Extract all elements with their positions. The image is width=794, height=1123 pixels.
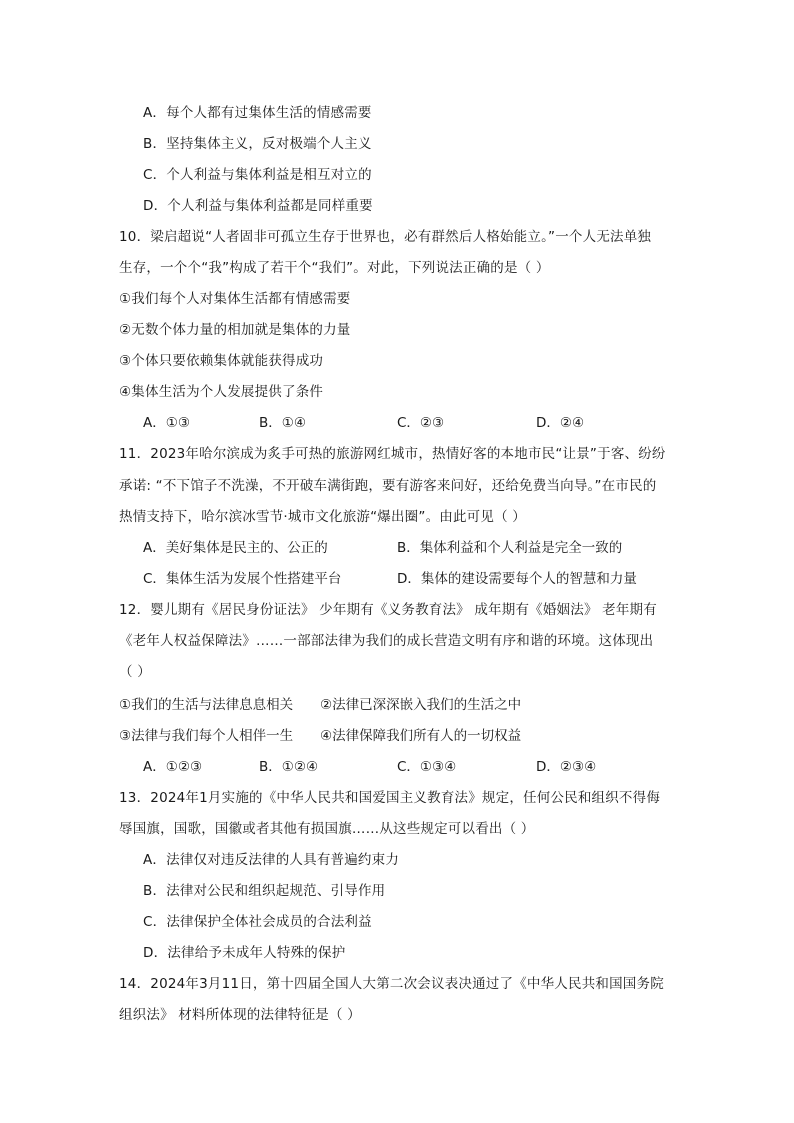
q12-statement-4: ④法律保障我们所有人的一切权益: [320, 728, 522, 744]
q12-option-b: B．①②④: [259, 759, 319, 775]
q10-option-c: C．②③: [397, 415, 445, 431]
q12-option-c: C．①③④: [397, 759, 457, 775]
q9-option-c: C．个人利益与集体利益是相互对立的: [143, 167, 372, 183]
q10-option-d: D．②④: [536, 415, 585, 431]
q11-stem-line-1: 11．2023年哈尔滨成为炙手可热的旅游网红城市，热情好客的本地市民“让景”于客、纷纷: [119, 446, 666, 462]
q11-option-d: D．集体的建设需要每个人的智慧和力量: [397, 571, 637, 587]
q11-options-row-1: [0, 538, 794, 558]
q12-stem-line-1: 12．婴儿期有《居民身份证法》 少年期有《义务教育法》 成年期有《婚姻法》 老年期有: [119, 602, 657, 618]
q10-option-a: A．①③: [143, 415, 190, 431]
q11-stem-line-2: 承诺: “不下馆子不洗澡，不开破车满街跑，要有游客来问好，还给免费当向导。”在市民的: [119, 478, 657, 494]
q10-statement-2: ②无数个体力量的相加就是集体的力量: [119, 322, 351, 338]
q12-stem-line-3: （ ）: [119, 664, 151, 680]
q13-stem-line-2: 辱国旗，国歌，国徽或者其他有损国旗……从这些规定可以看出（ ）: [119, 821, 535, 837]
q12-statements-row-2: [0, 726, 794, 746]
q13-option-d: D．法律给予未成年人特殊的保护: [143, 945, 346, 961]
q10-stem-line-2: 生存，一个个“我”构成了若干个“我们”。对此，下列说法正确的是（ ）: [119, 260, 550, 276]
q10-options-row: [0, 413, 794, 433]
q12-statement-3: ③法律与我们每个人相伴一生: [119, 728, 294, 744]
q12-statement-1: ①我们的生活与法律息息相关: [119, 697, 294, 713]
q10-option-b: B．①④: [259, 415, 306, 431]
q12-statements-row-1: [0, 695, 794, 715]
q12-option-a: A．①②③: [143, 759, 203, 775]
q9-option-b: B．坚持集体主义，反对极端个人主义: [143, 136, 372, 152]
q11-option-b: B．集体利益和个人利益是完全一致的: [397, 540, 623, 556]
q12-stem-line-2: 《老年人权益保障法》……一部部法律为我们的成长营造文明有序和谐的环境。这体现出: [119, 633, 654, 649]
q12-options-row: [0, 757, 794, 777]
q11-option-a: A．美好集体是民主的、公正的: [143, 540, 328, 556]
q11-options-row-2: [0, 569, 794, 589]
q13-stem-line-1: 13．2024年1月实施的《中华人民共和国爱国主义教育法》规定，任何公民和组织不得侮: [119, 790, 661, 806]
q10-statement-4: ④集体生活为个人发展提供了条件: [119, 384, 324, 400]
q12-option-d: D．②③④: [536, 759, 597, 775]
q14-stem-line-1: 14．2024年3月11日，第十四届全国人大第二次会议表决通过了《中华人民共和国国务院: [119, 976, 664, 992]
q13-option-c: C．法律保护全体社会成员的合法利益: [143, 914, 372, 930]
q10-statement-3: ③个体只要依赖集体就能获得成功: [119, 353, 324, 369]
q9-option-a: A．每个人都有过集体生活的情感需要: [143, 105, 372, 121]
q9-option-d: D．个人利益与集体利益都是同样重要: [143, 198, 373, 214]
q14-stem-line-2: 组织法》 材料所体现的法律特征是（ ）: [119, 1007, 361, 1023]
q12-statement-2: ②法律已深深嵌入我们的生活之中: [320, 697, 522, 713]
q11-option-c: C．集体生活为发展个性搭建平台: [143, 571, 342, 587]
q13-option-b: B．法律对公民和组织起规范、引导作用: [143, 883, 386, 899]
q11-stem-line-3: 热情支持下，哈尔滨冰雪节·城市文化旅游“爆出圈”。由此可见（ ）: [119, 509, 526, 525]
q13-option-a: A．法律仅对违反法律的人具有普遍约束力: [143, 852, 400, 868]
q10-statement-1: ①我们每个人对集体生活都有情感需要: [119, 291, 351, 307]
q10-stem-line-1: 10．梁启超说“人者固非可孤立生存于世界也，必有群然后人格始能立。”一个人无法单独: [119, 229, 652, 245]
